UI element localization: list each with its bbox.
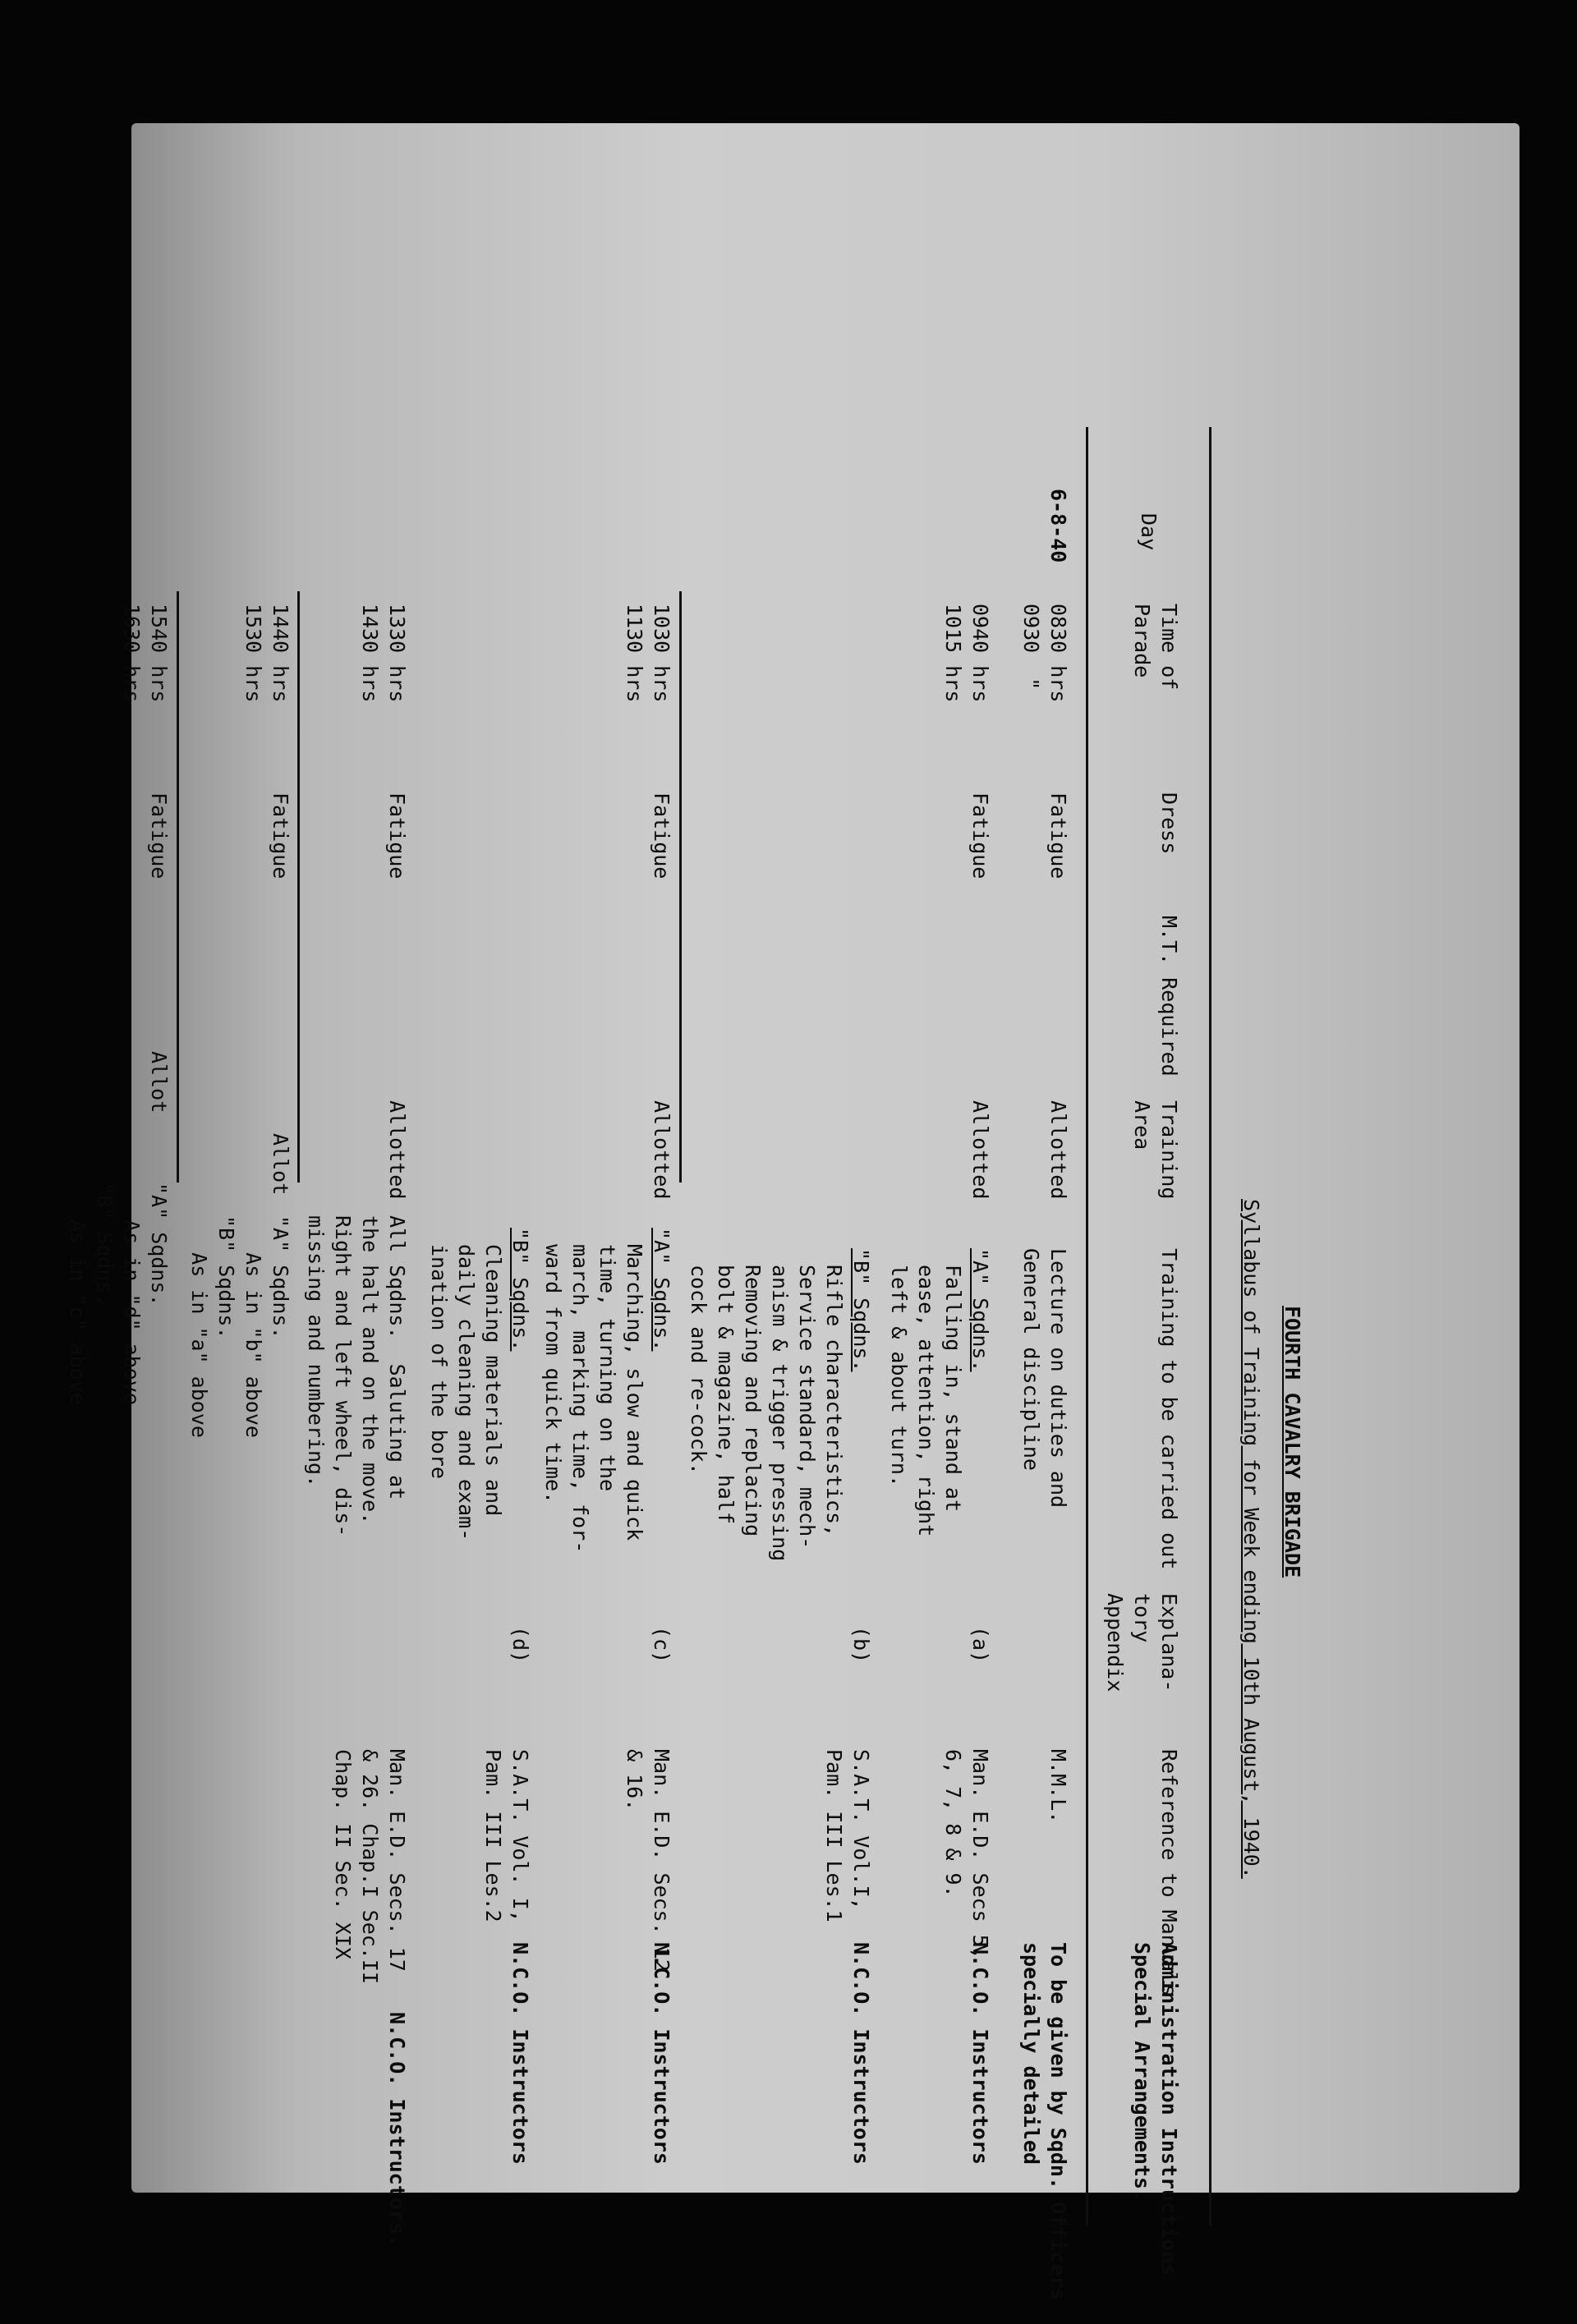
row-7-time: 1440 hrs 1530 hrs: [241, 604, 292, 703]
row-7-training: "A" Sqdns. As in "b" above "B" Sqdns. As in "a" above: [187, 1215, 292, 1438]
row-5-squad: "B" Sqdns.: [508, 1228, 532, 1352]
row-8-dress: Fatigue: [147, 792, 171, 880]
header-day: Day: [1137, 513, 1161, 551]
row-3-admin: N.C.O. Instructors: [849, 1942, 873, 2165]
row-1-time: 0830 hrs 0930 ": [1019, 604, 1070, 703]
row-4-squad: "A" Sqdns.: [650, 1228, 674, 1352]
row-2-training: Falling in, stand at ease, attention, right left & about turn.: [887, 1265, 965, 1537]
row-4-reference: Man. E.D. Secs. 12 & 16.: [623, 1749, 674, 1972]
row-rule-3: [177, 591, 179, 1183]
row-1-area: Allotted: [1046, 1100, 1070, 1200]
header-rule-top: [1209, 427, 1211, 2225]
row-7-dress: Fatigue: [269, 792, 292, 880]
row-4-training: Marching, slow and quick time, turning on the march, marking time, for- ward from quick time.: [541, 1244, 646, 1554]
header-explanatory-appendix: Explana- tory Appendix: [1103, 1593, 1181, 1692]
header-training: Training to be carried out: [1157, 1248, 1181, 1570]
row-2-admin: N.C.O. Instructors: [968, 1942, 992, 2165]
row-8-time: 1540 hrs 1630 hrs: [120, 604, 171, 703]
row-2-time: 0940 hrs 1015 hrs: [941, 604, 992, 703]
day-value: 6-8-40: [1046, 489, 1070, 563]
row-2-reference: Man. E.D. Secs 5, 6, 7, 8 & 9.: [941, 1749, 992, 1959]
row-5-training: Cleaning materials and daily cleaning and exam- ination of the bore: [427, 1244, 505, 1541]
row-1-dress: Fatigue: [1046, 792, 1070, 880]
row-1-training: Lecture on duties and General discipline: [1019, 1248, 1070, 1509]
header-time-of-parade: Time of Parade: [1130, 604, 1181, 691]
row-5-appendix: (d): [508, 1626, 532, 1664]
header-reference: Reference to Manuals: [1157, 1749, 1181, 1997]
row-6-time: 1330 hrs 1430 hrs: [358, 604, 409, 703]
row-2-dress: Fatigue: [968, 792, 992, 880]
row-3-squad: "B" Sqdns.: [849, 1248, 873, 1372]
row-6-training: All Sqdns. Saluting at the halt and on the move. Right and left wheel, dis- missing and numbering.: [304, 1215, 409, 1537]
row-2-squad: "A" Sqdns.: [968, 1248, 992, 1372]
row-3-training: Rifle characteristics, Service standard, mech- anism & trigger pressing Removing and replacing bolt & magazine, half cock and re-cock.: [687, 1265, 846, 1562]
header-mt-required: M.T. Required: [1157, 916, 1181, 1077]
row-rule-2: [297, 591, 300, 1183]
row-2-appendix: (a): [968, 1626, 992, 1664]
row-rule-1: [679, 591, 682, 1183]
header-rule-bottom: [1086, 427, 1088, 2225]
header-training-area: Training Area: [1130, 1100, 1181, 1200]
document-subtitle: Syllabus of Training for Week ending 10th August, 1940.: [1239, 1199, 1263, 1879]
row-6-admin: N.C.O. Instructors.: [385, 2012, 409, 2247]
row-5-admin: N.C.O. Instructors: [508, 1942, 532, 2165]
row-3-appendix: (b): [849, 1626, 873, 1664]
row-4-time: 1030 hrs 1130 hrs: [623, 604, 674, 703]
row-3-reference: S.A.T. Vol.I, Pam. III Les.1: [822, 1749, 873, 1922]
row-7-area: Allot: [269, 1133, 292, 1196]
row-6-dress: Fatigue: [385, 792, 409, 880]
row-1-admin: To be given by Sqdn. Officers specially detailed: [1019, 1942, 1070, 2301]
row-4-area: Allotted: [650, 1100, 674, 1200]
row-6-reference: Man. E.D. Secs. 17 & 26. Chap.I Sec.II Chap. II Sec. XIX: [331, 1749, 409, 1984]
row-8-training: "A" Sqdns. As in "d" above "B" Sqdns. As in "c" above: [66, 1183, 171, 1405]
row-4-admin: N.C.O. Instructors: [650, 1942, 674, 2165]
row-4-dress: Fatigue: [650, 792, 674, 880]
header-admin: Administration Instructions Special Arrangements.: [1130, 1942, 1181, 2276]
syllabus-page: [66, 312, 1380, 2324]
document-sheet: [66, 123, 1520, 2301]
document-title: FOURTH CAVALRY BRIGADE: [1280, 1306, 1304, 1578]
row-5-reference: S.A.T. Vol. I, Pam. III Les.2: [481, 1749, 532, 1922]
row-6-area: Allotted: [385, 1100, 409, 1200]
row-2-area: Allotted: [968, 1100, 992, 1200]
row-8-area: Allot: [147, 1051, 171, 1114]
row-1-reference: M.M.L.: [1046, 1749, 1070, 1824]
header-dress: Dress: [1157, 792, 1181, 855]
row-4-appendix: (c): [650, 1626, 674, 1664]
